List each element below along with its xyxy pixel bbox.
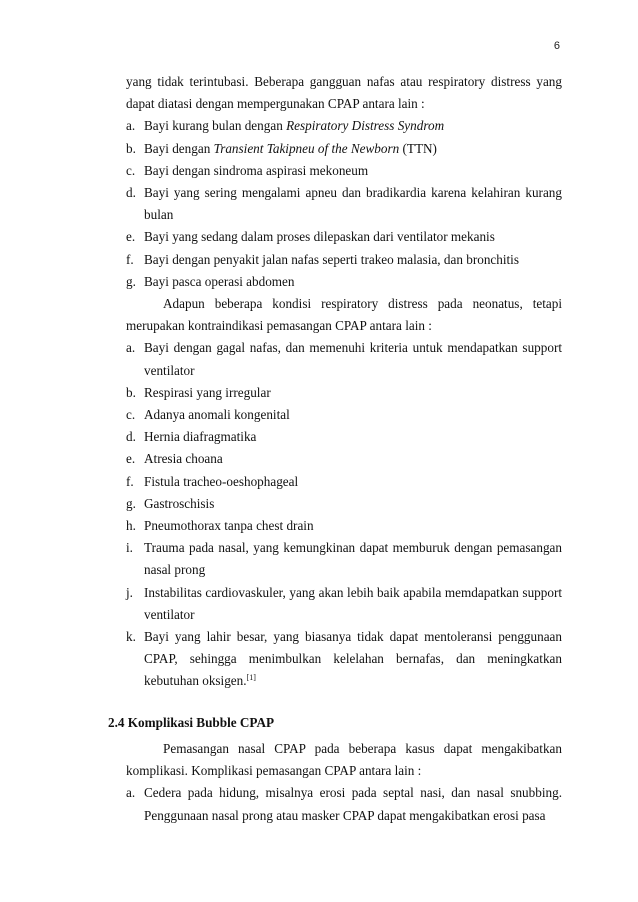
citation-reference: [1] [246,673,256,683]
list-item: b. Respirasi yang irregular [126,384,271,400]
section-body [126,738,562,827]
list-item: a. Bayi kurang bulan dengan Respiratory Distress Syndrom [126,118,445,134]
list-item: f. Fistula tracheo-oeshophageal [126,473,299,489]
list-item: i. Trauma pada nasal, yang kemungkinan dapat memburuk dengan pemasangan nasal prong [126,540,562,578]
list-item: a. Bayi dengan gagal nafas, dan memenuhi kriteria untuk mendapatkan support ventilator [126,340,562,378]
list-item: c. Bayi dengan sindroma aspirasi mekoneum [126,162,369,178]
list-item: a. Cedera pada hidung, misalnya erosi pada septal nasi, dan nasal snubbing. Penggunaan nasal prong atau masker CPAP dapat mengakibatkan erosi pasa [126,785,562,823]
list-item: d. Bayi yang sering mengalami apneu dan bradikardia karena kelahiran kurang bulan [126,185,562,223]
list-item: g. Gastroschisis [126,495,215,511]
list-item: g. Bayi pasca operasi abdomen [126,273,295,289]
section-heading: 2.4 Komplikasi Bubble CPAP [108,715,275,730]
list-item: d. Hernia diafragmatika [126,429,257,445]
list-item: e. Atresia choana [126,451,223,467]
intro-line: dapat diatasi dengan mempergunakan CPAP antara lain : [126,96,425,112]
intro-line: yang tidak terintubasi. Beberapa gangguan nafas atau respiratory distress yang [126,74,562,89]
list-item: b. Bayi dengan Transient Takipneu of the Newborn (TTN) [126,140,437,156]
list-item: h. Pneumothorax tanpa chest drain [126,518,314,534]
list-item: j. Instabilitas cardiovaskuler, yang akan lebih baik apabila memdapatkan support ventilator [126,584,562,622]
list-item: f. Bayi dengan penyakit jalan nafas seperti trakeo malasia, dan bronchitis [126,251,519,267]
complication-list [126,782,562,826]
paragraph: Adapun beberapa kondisi respiratory distress pada neonatus, tetapi merupakan kontraindikasi pemasangan CPAP antara lain : [126,296,562,334]
indication-list [126,115,562,293]
list-item: c. Adanya anomali kongenital [126,407,290,423]
contraindication-list [126,337,562,692]
page-number: 6 [553,40,560,52]
paragraph: Pemasangan nasal CPAP pada beberapa kasus dapat mengakibatkan komplikasi. Komplikasi pemasangan CPAP antara lain : [126,741,562,779]
list-item: e. Bayi yang sedang dalam proses dilepaskan dari ventilator mekanis [126,229,495,245]
list-item: k. Bayi yang lahir besar, yang biasanya tidak dapat mentoleransi penggunaan CPAP, sehingga menimbulkan kelelahan bernafas, dan meningkatkan kebutuhan oksigen.[1] [126,629,562,689]
document-body [126,71,562,693]
